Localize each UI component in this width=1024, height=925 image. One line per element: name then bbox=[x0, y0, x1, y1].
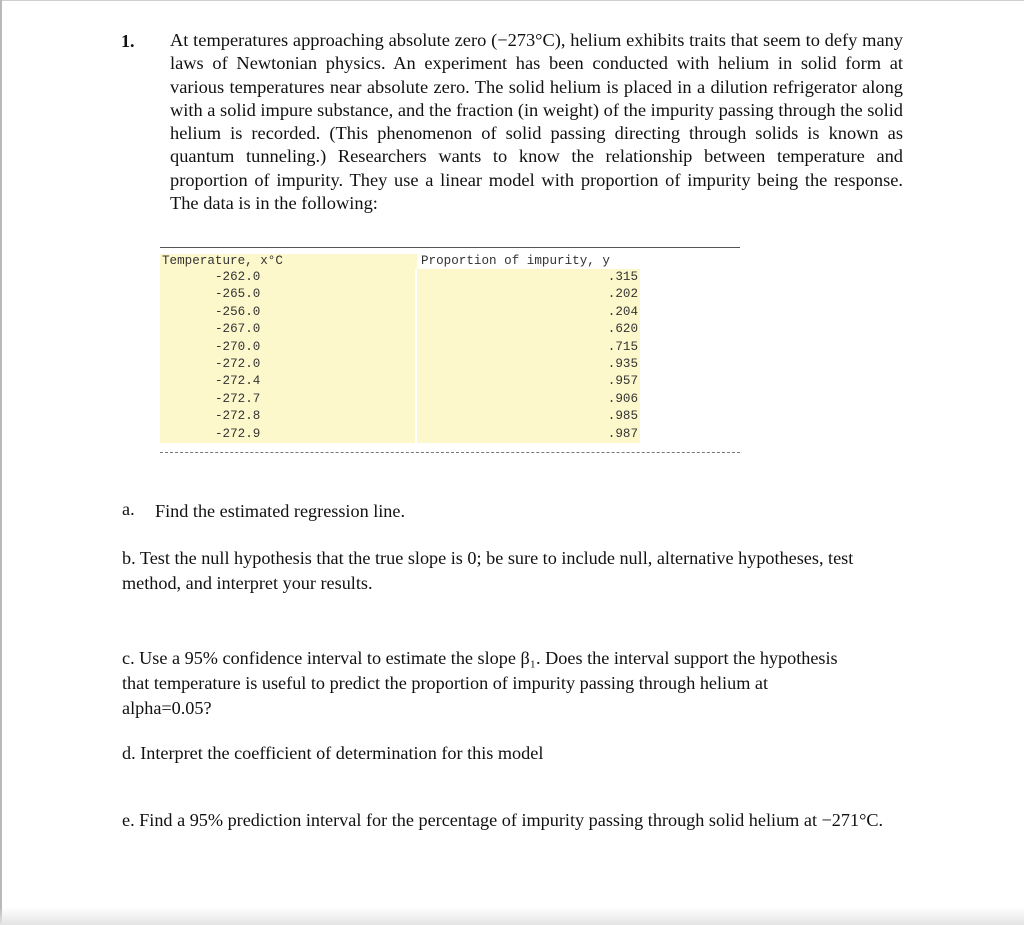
temperature-cell: -267.0 bbox=[160, 321, 415, 338]
table-row bbox=[160, 339, 640, 356]
temperature-cell: -272.0 bbox=[160, 356, 415, 373]
proportion-cell: .957 bbox=[417, 373, 640, 390]
part-b-text: b. Test the null hypothesis that the true slope is 0; be sure to include null, alternative hypotheses, test method, and interpret your results. bbox=[122, 548, 854, 593]
part-e-text: e. Find a 95% prediction interval for the percentage of impurity passing through solid helium at −271°C. bbox=[122, 810, 884, 830]
table-row bbox=[160, 321, 640, 338]
question-number: 1. bbox=[121, 31, 135, 51]
table-row bbox=[160, 408, 640, 425]
page-top-border bbox=[0, 0, 1024, 1]
part-d-text: d. Interpret the coefficient of determination for this model bbox=[122, 743, 544, 763]
table-row bbox=[160, 356, 640, 373]
page-left-border bbox=[0, 0, 2, 925]
table-row bbox=[160, 391, 640, 408]
temperature-cell: -272.4 bbox=[160, 373, 415, 390]
proportion-cell: .906 bbox=[417, 391, 640, 408]
temperature-cell: -265.0 bbox=[160, 286, 415, 303]
temperature-cell: -262.0 bbox=[160, 269, 415, 286]
temperature-header: Temperature, x°C bbox=[160, 254, 417, 269]
temperature-cell: -272.7 bbox=[160, 391, 415, 408]
table-top-rule bbox=[160, 247, 740, 248]
table-bottom-rule bbox=[160, 452, 740, 453]
proportion-cell: .620 bbox=[417, 321, 640, 338]
table-row bbox=[160, 286, 640, 303]
part-c-text: c. Use a 95% confidence interval to estimate the slope β₁. Does the interval support the hypothesis that temperature is useful to predict the proportion of impurity passing through helium at alpha=0.05? bbox=[122, 648, 838, 718]
proportion-cell: .935 bbox=[417, 356, 640, 373]
proportion-cell: .202 bbox=[417, 286, 640, 303]
proportion-cell: .204 bbox=[417, 304, 640, 321]
table-row bbox=[160, 304, 640, 321]
table-row bbox=[160, 269, 640, 286]
proportion-cell: .715 bbox=[417, 339, 640, 356]
proportion-cell: .315 bbox=[417, 269, 640, 286]
part-a-text: Find the estimated regression line. bbox=[155, 501, 406, 521]
temperature-cell: -272.8 bbox=[160, 408, 415, 425]
question-intro: At temperatures approaching absolute zero (−273°C), helium exhibits traits that seem to defy many laws of Newtonian physics. An experiment has been conducted with helium in solid form at various temperatures near absolute zero. The solid helium is placed in a dilution refrigerator along with a solid impure substance, and the fraction (in weight) of the impurity passing through the solid helium is recorded. (This phenomenon of solid passing directing through solids is known as quantum tunneling.) Researchers wants to know the relationship between temperature and proportion of impurity. They use a linear model with proportion of impurity being the response. The data is in the following: bbox=[170, 30, 903, 214]
proportion-cell: .987 bbox=[417, 426, 640, 443]
temperature-cell: -256.0 bbox=[160, 304, 415, 321]
part-a-label: a. bbox=[122, 499, 135, 519]
table-row bbox=[160, 426, 640, 443]
proportion-header: Proportion of impurity, y bbox=[421, 254, 610, 268]
table-rows bbox=[160, 269, 640, 443]
proportion-cell: .985 bbox=[417, 408, 640, 425]
table-row bbox=[160, 373, 640, 390]
page-bottom-shadow bbox=[0, 907, 1024, 925]
temperature-cell: -270.0 bbox=[160, 339, 415, 356]
temperature-cell: -272.9 bbox=[160, 426, 415, 443]
